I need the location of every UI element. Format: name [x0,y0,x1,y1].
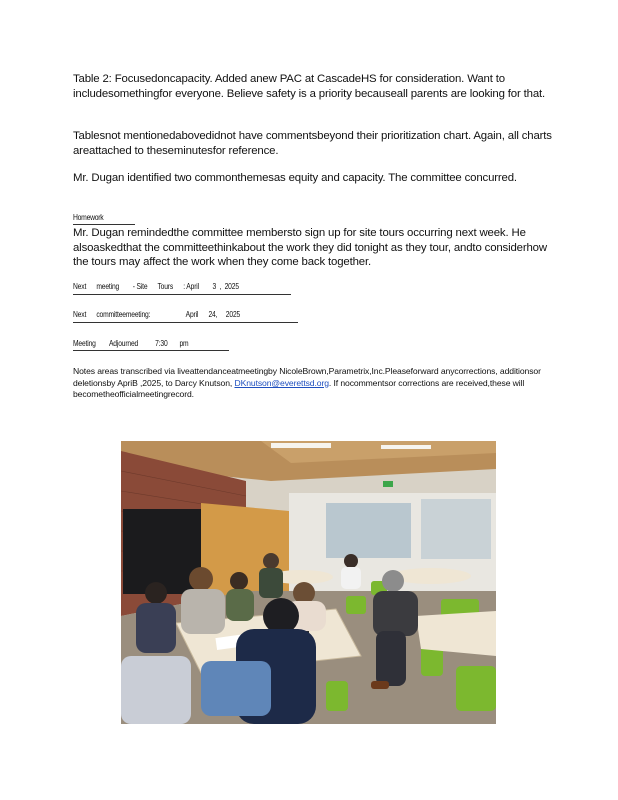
notes-text-before: Notes areas transcribed via liveattendanceatmeetingby NicoleBrown,Parametrix,Inc.Pleaseforward anycorrections, additionsor deletionsby ApriB ,2025, to Darcy Knutson, [73,366,541,388]
next-meeting-line: Next meeting - Site Tours : April 3 , 2025 [73,282,239,291]
homework-heading: Homework [73,213,104,222]
homework-paragraph: Mr. Dugan remindedthe committee membersto sign up for site tours occurring next week. He alsoaskedthat the committeethinkabout the work they did tonight as they tour, andto considerhow the tours may affect the work when they come back together. [73,227,547,268]
next-committee-meeting-underline [73,322,298,323]
tables-not-mentioned-paragraph: Tablesnot mentionedabovedidnot have commentsbeyond their prioritization chart. Again, all charts areattached to theseminutesfor reference. [73,130,552,157]
next-meeting-underline [73,294,291,295]
email-link[interactable]: DKnutson@everettsd.org [234,377,329,388]
notes-text-after: . If nocommentsor corrections are received,these will becometheofficialmeetingrecord. [73,377,525,400]
meeting-photo [121,441,496,724]
homework-underline [73,224,135,225]
meeting-adjourned-line: Meeting Adjourned 7:30 pm [73,339,189,348]
notes-paragraph [73,366,553,401]
next-committee-meeting-line: Next committeemeeting: April 24, 2025 [73,310,241,319]
table2-paragraph: Table 2: Focusedoncapacity. Added anew PAC at CascadeHS for consideration. Want to includesomethingfor everyone. Believe safety is a priority becauseall parents are looking for that. [73,73,546,100]
meeting-adjourned-underline [73,350,229,351]
dugan-themes-paragraph: Mr. Dugan identified two commonthemesas equity and capacity. The committee concurred. [73,172,517,184]
